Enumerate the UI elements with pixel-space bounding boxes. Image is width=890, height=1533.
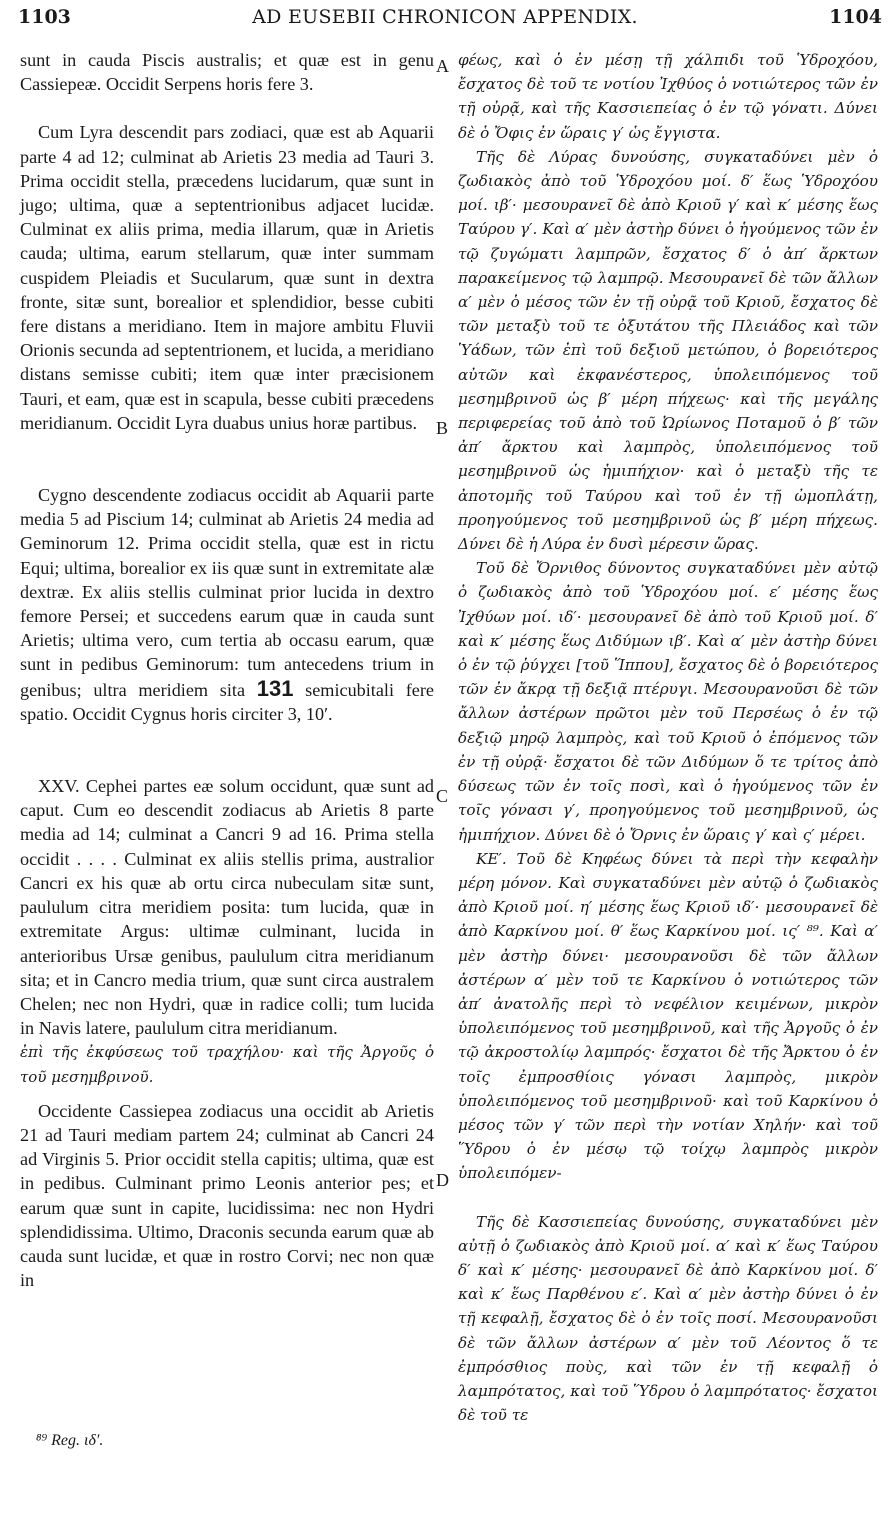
- latin-paragraph-cassiepea: Occidente Cassiepea zodiacus una occidit ab Arietis 21 ad Tauri mediam partem 24; culminat ab Cancri 24 ad Virginis 5. Prior occidit stella capitis; ultima, quæ est in pedibus. Culminant primo Leonis anterior pes; et earum quæ sunt in capite, lucidissima: nec non Hydri splendidissima. Ultimo, Draconis secunda earum quæ ab cauda sunt lucidæ, et quæ in rostro Corvi; nec non quæ in: [20, 1100, 434, 1291]
- running-title: AD EUSEBII CHRONICON APPENDIX.: [252, 6, 638, 28]
- latin-paragraph-lyra: Cum Lyra descendit pars zodiaci, quæ est ab Aquarii parte 4 ad 12; culminat ab Arietis 23 media ad Tauri 3. Prima occidit stella, præcedens lucidarum, quæ sunt in jugo; ultima, quæ a septentrionibus adjacet lucidæ. Culminat ex aliis prima, media illarum, quæ in Arietis cauda; ultima, earum stellarum, quæ inter summam cuspidem Pleiadis et Sucularum, quæ sunt in dextra fronte, sitæ sunt, borealior et splendidior, besse cubiti fere distans a meridiano. Item in majore ambitu Fluvii Orionis secunda ad septentrionem, et lucida, a meridiano distans semisse cubiti; item quæ inter præcisionem Tauri, et eam, quæ est in scapula, besse cubiti præcedens meridianum. Occidit Lyra duabus unius horæ partibus.: [20, 122, 434, 433]
- latin-column: [20, 48, 434, 1292]
- greek-column: [458, 48, 878, 1427]
- greek-continuation-left: ἐπὶ τῆς ἐκφύσεως τοῦ τραχήλου· καὶ τῆς Ἀργοῦς ὁ τοῦ μεσημβρινοῦ.: [20, 1043, 434, 1086]
- greek-paragraph-cygnus: Τοῦ δὲ Ὄρνιθος δύνοντος συγκαταδύνει μὲν αὐτῷ ὁ ζωδιακὸς ἀπὸ τοῦ Ὑδροχόου μοί. ε′ μέσης ἕως Ἰχθύων μοί. ιδ′· μεσουρανεῖ δὲ ἀπὸ τοῦ Κριοῦ μοί. δ′ καὶ κ′ μέσης ἕως Διδύμων ιβ′. Καὶ α′ μὲν ἀστὴρ δύνει ὁ ἐν τῷ ῥύγχει [τοῦ Ἵππου], ἔσχατος δὲ ὁ βορειότερος τῶν ἐν ἄκρᾳ τῇ δεξιᾷ πτέρυγι. Μεσουρανοῦσι δὲ τῶν ἄλλων ἀστέρων πρῶτοι μὲν τοῦ Περσέως ὁ ἐν τῷ δεξιῷ μηρῷ λαμπρὸς, καὶ τοῦ Κριοῦ ὁ ἑπόμενος τῶν ἐν τῇ οὐρᾷ· ἔσχατοι δὲ τῶν Διδύμων ὅ τε τρίτος ἀπὸ δύσεως τῶν ἐν τοῖς ποσὶ, καὶ ὁ ἡγούμενος τῶν ἐν τοῖς γόνασι γ′, προηγούμενος τοῦ μεσημβρινοῦ, ὡς ἡμιπήχιον. Δύνει δὲ ὁ Ὄρνις ἐν ὥραις γ′ καὶ ς′ μέρει.: [458, 559, 878, 844]
- latin-paragraph-cygnus: [20, 483, 434, 726]
- greek-paragraph-cassiepea: Τῆς δὲ Κασσιεπείας δυνούσης, συγκαταδύνει μὲν αὐτῇ ὁ ζωδιακὸς ἀπὸ Κριοῦ μοί. α′ καὶ κ′ ἕως Ταύρου δ′ καὶ κ′ μέσης· μεσουρανεῖ δὲ ἀπὸ Καρκίνου μοί. δ′ καὶ κ′ ἕως Παρθένου ε′. Καὶ α′ μὲν ἀστὴρ δύνει ὁ ἐν τῇ κεφαλῇ, ἔσχατος δὲ ὁ ἐν τοῖς ποσί. Μεσουρανοῦσι δὲ τῶν ἄλλων ἀστέρων α′ μὲν τοῦ Λέοντος ὅ τε ἐμπρόσθιος ποὺς, καὶ τῶν ἐν τῇ κεφαλῇ ὁ λαμπρότατος, καὶ τοῦ Ὕδρου ὁ λαμπρότατος· ἔσχατοι δὲ τοῦ τε: [458, 1212, 878, 1425]
- latin-cygnus-text-b: semicubitali fere spatio. Occidit Cygnus horis circiter 3, 10′.: [20, 679, 434, 724]
- section-marker-b: B: [436, 418, 449, 438]
- page-header: [0, 4, 890, 40]
- marginal-number: 131: [256, 675, 294, 701]
- greek-paragraph-1: φέως, καὶ ὁ ἐν μέσῃ τῇ χάλπιδι τοῦ Ὑδροχόου, ἔσχατος δὲ τοῦ τε νοτίου Ἰχθύος ὁ νοτιώτερος τῶν ἐν τῇ οὐρᾷ, καὶ τῆς Κασσιεπείας ὁ ἐν τῷ γόνατι. Δύνει δὲ ὁ Ὄφις ἐν ὥραις γ′ ὡς ἔγγιστα.: [458, 51, 878, 142]
- latin-paragraph-cepheus: XXV. Cephei partes eæ solum occidunt, quæ sunt ad caput. Cum eo descendit zodiacus ab Arietis 8 parte media ad 14; culminat a Cancri 9 ad 16. Prima stella occidit . . . . Culminat ex aliis stellis prima, australior Cancri ex his quæ ab ortu circa nubeculam sitæ sunt, paululum citra meridiem posita: tum lucida, quæ in extremitate Argus: ultimæ culminant, lucida in anterioribus Ursæ genibus, paululum citra meridianum sita; et in Cancro media trium, quæ sunt circa australem Chelen; nec non Hydri, quæ in radice colli; tum lucida in Navis latere, paululum citra meridianum.: [20, 776, 434, 1039]
- latin-paragraph-1: sunt in cauda Piscis australis; et quæ est in genu Cassiepeæ. Occidit Serpens horis fere 3.: [20, 50, 434, 95]
- footnote: ⁸⁹ Reg. ιδ′.: [36, 1432, 104, 1449]
- section-marker-c: C: [436, 786, 449, 806]
- latin-cygnus-text-a: Cygno descendente zodiacus occidit ab Aquarii parte media 5 ad Piscium 14; culminat ab Arietis 24 media ad Geminorum 12. Prima occidit stella, quæ est in rictu Equi; ultima, borealior ex iis quæ sunt in extremitate alæ dextræ. Ex aliis stellis culminat prior lucida in dextro femore Persei; et succedens earum quæ in cauda sunt Arietis; ultima vero, cum tertia ab occasu earum, quæ sunt in pedibus Geminorum: tum antecedens trium in genibus; ultra meridiem sita: [20, 485, 434, 700]
- section-marker-a: A: [436, 56, 449, 76]
- greek-paragraph-lyra: Τῆς δὲ Λύρας δυνούσης, συγκαταδύνει μὲν ὁ ζωδιακὸς ἀπὸ τοῦ Ὑδροχόου μοί. δ′ ἕως Ὑδροχόου μοί. ιβ′· μεσουρανεῖ δὲ ἀπὸ Κριοῦ γ′ καὶ κ′ μέσης ἕως Ταύρου γ′. Καὶ α′ μὲν ἀστὴρ δύνει ὁ ἡγούμενος τῶν ἐν τῷ ζυγώματι λαμπρῶν, ἔσχατος δ′ ὁ ἀπ′ ἄρκτων παρακείμενος τῷ λαμπρῷ. Μεσουρανεῖ δὲ τῶν ἄλλων α′ μὲν ὁ μέσος τῶν ἐν τῇ οὐρᾷ τοῦ Κριοῦ, ἔσχατος δὲ τῶν μεταξὺ τοῦ τε ὀξυτάτου τῆς Πλειάδος καὶ τῶν Ὑάδων, τῶν ἐπὶ τοῦ δεξιοῦ μετώπου, ὁ βορειότερος αὐτῶν καὶ ἐκφανέστερος, ὑπολειπόμενος τοῦ μεσημβρινοῦ ὡς β′ μέρη πήχεως· καὶ τῆς μεγάλης περιφερείας τοῦ ἀπὸ τοῦ Ὠρίωνος Ποταμοῦ ὁ β′ τῶν ἀπ′ ἄρκτου καὶ λαμπρὸς, ὑπολειπόμενος τοῦ μεσημβρινοῦ ὡς ἡμιπήχιον· καὶ ὁ μεταξὺ τῆς τε ἀποτομῆς τοῦ Ταύρου καὶ τοῦ ἐν τῇ ὠμοπλάτῃ, προηγούμενος τοῦ μεσημβρινοῦ ὡς β′ μέρη πήχεως. Δύνει δὲ ἡ Λύρα ἐν δυσὶ μέρεσιν ὥρας.: [458, 147, 878, 554]
- page-number-right: 1104: [829, 6, 882, 28]
- page-number-left: 1103: [18, 6, 71, 28]
- greek-paragraph-cepheus: ΚΕ′. Τοῦ δὲ Κηφέως δύνει τὰ περὶ τὴν κεφαλὴν μέρη μόνον. Καὶ συγκαταδύνει μὲν αὐτῷ ὁ ζωδιακὸς ἀπὸ Κριοῦ μοί. η′ μέσης ἕως Κριοῦ ιδ′· μεσουρανεῖ δὲ ἀπὸ Καρκίνου μοί. θ′ ἕως Καρκίνου μοί. ις′ ⁸⁹. Καὶ α′ μὲν ἀστὴρ δύνει· μεσουρανοῦσι δὲ τῶν ἄλλων ἀστέρων α′ μὲν τοῦ τε Καρκίνου ὁ νοτιώτερος τῶν ἀπ′ ἀνατολῆς περὶ τὸ νεφέλιον κειμένων, μικρὸν ὑπολειπόμενος τοῦ μεσημβρινοῦ, καὶ τῆς Ἀργοῦς ὁ ἐν τῷ ἀκροστολίῳ λαμπρός· ἔσχατοι δὲ τῆς Ἄρκτου ὁ ἐν τοῖς ἐμπροσθίοις γόνασι λαμπρὸς, μικρὸν ὑπολειπόμενος τοῦ μεσημβρινοῦ· καὶ τοῦ Καρκίνου ὁ μέσος τῶν γ′ τῶν περὶ τὴν νοτίαν Χηλήν· καὶ τοῦ Ὕδρου ὁ ἐν μέσῳ τῷ τοίχῳ λαμπρὸς μικρὸν ὑπολειπόμεν-: [458, 849, 878, 1183]
- section-marker-d: D: [436, 1170, 449, 1190]
